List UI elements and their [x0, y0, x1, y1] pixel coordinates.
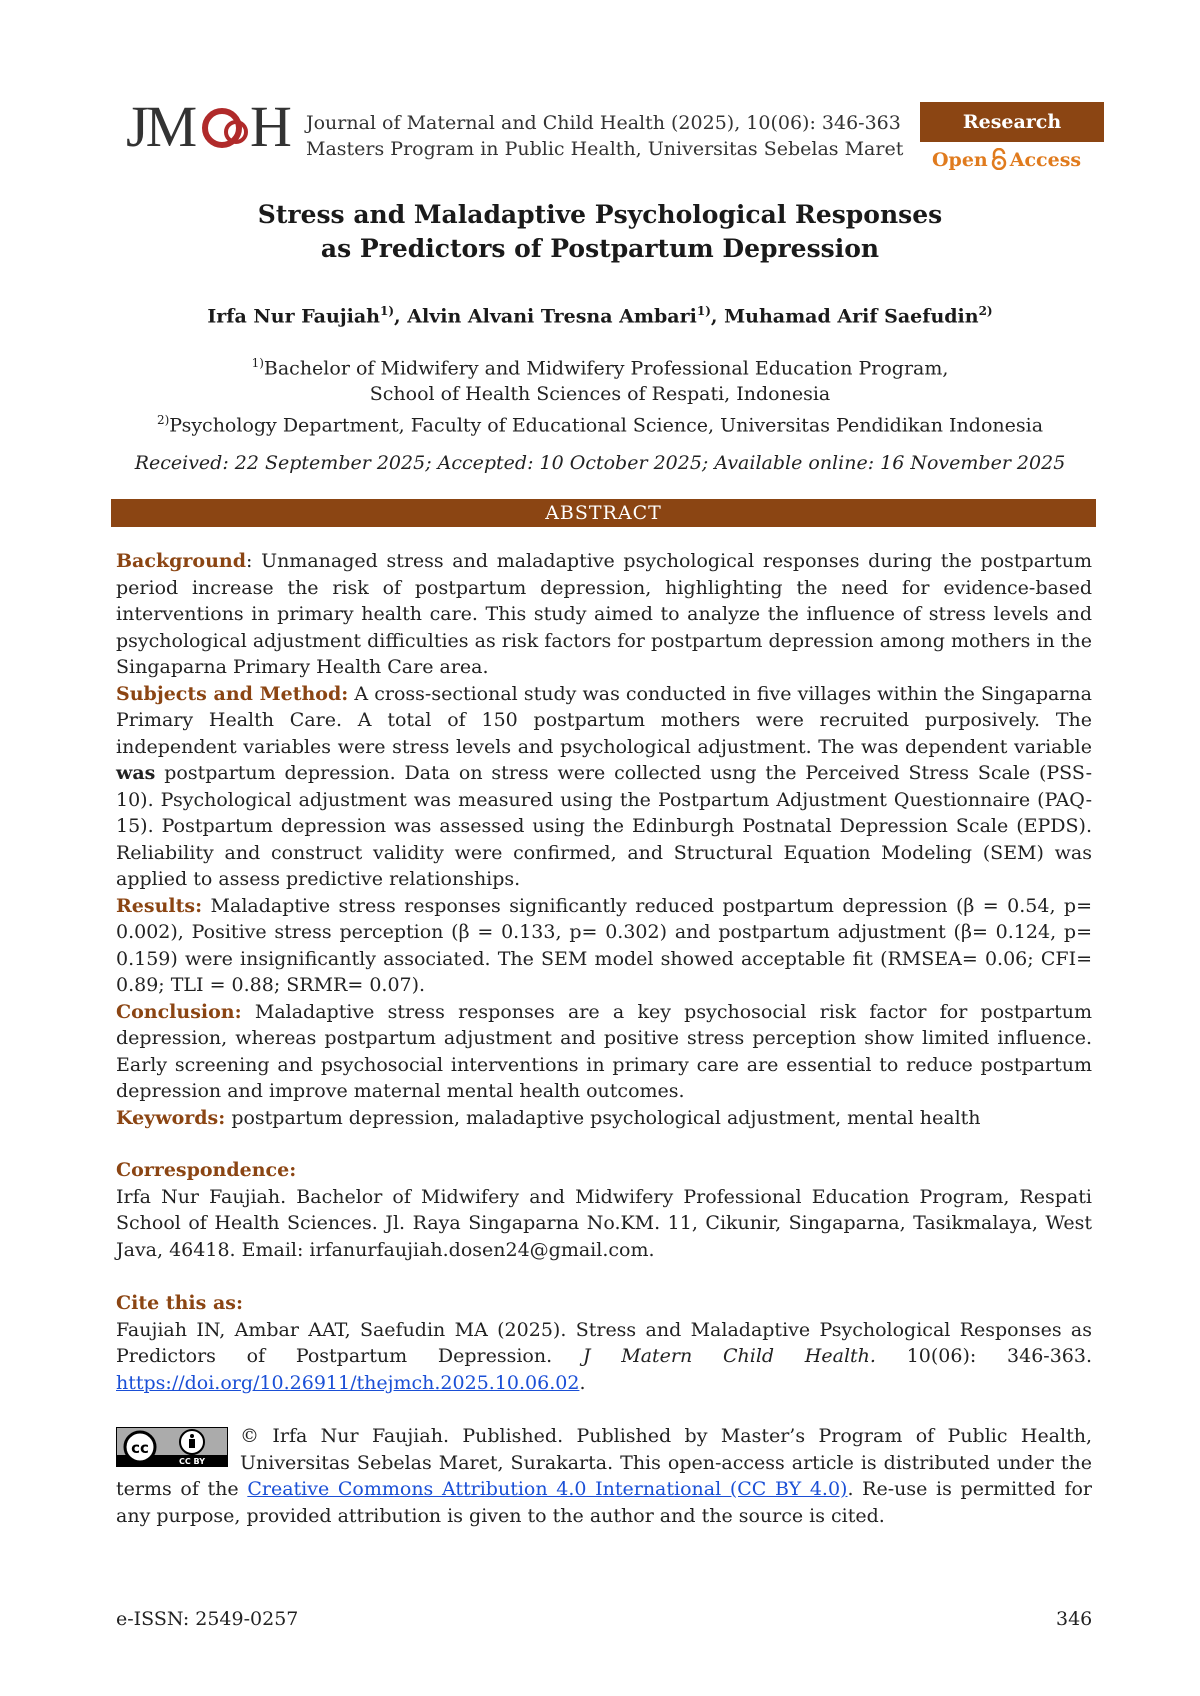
article-dates: Received: 22 September 2025; Accepted: 10 October 2025; Available online: 16 November 2025	[134, 452, 1066, 474]
author-2: Alvin Alvani Tresna Ambari	[407, 305, 697, 328]
method-bold-word: was	[116, 762, 156, 784]
title-line-2: as Predictors of Postpartum Depression	[320, 234, 880, 263]
research-badge: Research	[920, 102, 1104, 142]
abstract-method	[116, 681, 1092, 893]
cite-text-2: 10(06): 346-363.	[906, 1345, 1093, 1367]
citation-block	[116, 1290, 1092, 1396]
journal-logo	[126, 96, 298, 160]
journal-citation-line: Journal of Maternal and Child Health (2025), 10(06): 346-363	[306, 112, 901, 134]
open-access-open: Open	[932, 149, 988, 171]
method-text-1: A cross-sectional study was conducted in five villages within the Singaparna Primary Health Care. A total of 150 postpartum mothers were recruited purposively. The independent variables were stress levels and psychological adjustment. The was dependent variable	[116, 682, 1092, 758]
svg-text:H: H	[250, 96, 292, 159]
cite-journal: J Matern Child Health.	[582, 1345, 876, 1367]
abstract-conclusion	[116, 999, 1092, 1105]
author-3: Muhamad Arif Saefudin	[724, 305, 979, 328]
abstract-background: Background: Unmanaged stress and maladaptive psychological responses during the postpartum period increase the risk of postpartum depression, highlighting the need for evidence-based interventions in primary health care. This study aimed to analyze the influence of stress levels and psychological adjustment difficulties as risk factors for postpartum depression among mothers in the Singaparna Primary Health Care area.	[116, 550, 1092, 678]
results-label: Results:	[116, 894, 203, 917]
author-list: Irfa Nur Faujiah$^{1)}$, Alvin Alvani Tresna Ambari$^{1)}$, Muhamad Arif Saefudin$^{2)}$	[207, 304, 993, 328]
author-1-affiliation: 1)	[380, 304, 395, 318]
license-text-1: © Irfa Nur Faujiah. Published. Published by Master’s Program of Public Health, Universitas Sebelas Maret, Surakarta. This open-access article is distributed under the terms of the	[116, 1425, 1092, 1500]
affiliation-2	[120, 407, 1080, 438]
keywords-text: postpartum depression, maladaptive psychological adjustment, mental health	[231, 1107, 981, 1129]
abstract-heading: ABSTRACT	[111, 499, 1096, 527]
affiliation-1-line-1: Bachelor of Midwifery and Midwifery Professional Education Program,	[263, 357, 949, 380]
svg-text:JM: JM	[126, 96, 195, 159]
license-block	[116, 1423, 1092, 1529]
affiliation-1-marker: 1)	[251, 356, 264, 370]
open-access-lock-icon	[990, 148, 1008, 170]
doi-end: .	[579, 1371, 586, 1394]
open-access-label	[932, 146, 1102, 174]
correspondence-label: Correspondence:	[116, 1159, 297, 1181]
affiliation-2-line: Psychology Department, Faculty of Educational Science, Universitas Pendidikan Indonesia	[169, 414, 1044, 437]
affiliation-2-marker: 2)	[156, 413, 170, 428]
cc-by-license-icon	[116, 1427, 228, 1467]
open-access-access: Access	[1009, 149, 1082, 171]
keywords	[116, 1105, 1092, 1132]
affiliation-1	[120, 350, 1080, 381]
affiliations	[120, 350, 1080, 439]
page-number: 346	[1056, 1608, 1093, 1630]
doi-link[interactable]: https://doi.org/10.26911/thejmch.2025.10.06.02	[116, 1371, 580, 1394]
background-text: Unmanaged stress and maladaptive psychological responses during the postpartum period increase the risk of postpartum depression, highlighting the need for evidence-based interventions in primary health care. This study aimed to analyze the influence of stress levels and psychological adjustment difficulties as risk factors for postpartum depression among mothers in the Singaparna Primary Health Care area.	[116, 550, 1092, 678]
correspondence-text: Irfa Nur Faujiah. Bachelor of Midwifery and Midwifery Professional Education Program, Respati School of Health Sciences. Jl. Raya Singaparna No.KM. 11, Cikunir, Singaparna, Tasikmalaya, West Java, 46418. Email: irfanurfaujiah.dosen24@gmail.com.	[116, 1185, 1092, 1261]
background-label: Background	[116, 550, 246, 572]
abstract-results	[116, 893, 1092, 999]
author-1: Irfa Nur Faujiah	[207, 305, 380, 328]
affiliation-1-line-2: School of Health Sciences of Respati, Indonesia	[369, 383, 831, 406]
jmch-logo-icon	[126, 96, 298, 160]
article-title	[150, 198, 1050, 266]
author-3-affiliation: 2)	[978, 304, 993, 318]
results-text: Maladaptive stress responses significantly reduced postpartum depression (β = 0.54, p= 0.002), Positive stress perception (β = 0.133, p= 0.302) and postpartum adjustment (β= 0.124, p= 0.159) were insignificantly associated. The SEM model showed acceptable fit (RMSEA= 0.06; CFI= 0.89; TLI = 0.88; SRMR= 0.07).	[116, 894, 1092, 996]
conclusion-label: Conclusion:	[116, 1000, 242, 1023]
abstract-body	[116, 548, 1092, 1105]
cc-license-link[interactable]: Creative Commons Attribution 4.0 International (CC BY 4.0)	[247, 1478, 848, 1500]
license-text-2: . Re-use is permitted for any purpose, provided attribution is given to the author and the source is cited.	[116, 1478, 1093, 1527]
method-label: Subjects and Method:	[116, 682, 349, 705]
journal-publisher-line: Masters Program in Public Health, Universitas Sebelas Maret	[306, 138, 904, 160]
cite-label: Cite this as:	[116, 1292, 243, 1314]
author-2-affiliation: 1)	[696, 304, 711, 318]
cc-by-label: CC BY	[179, 1457, 205, 1466]
conclusion-text: Maladaptive stress responses are a key psychosocial risk factor for postpartum depression, whereas postpartum adjustment and positive stress perception show limited influence. Early screening and psychosocial interventions in primary care are essential to reduce postpartum depression and improve maternal mental health outcomes.	[116, 1000, 1092, 1102]
cite-text-1: Faujiah IN, Ambar AAT, Saefudin MA (2025). Stress and Maladaptive Psychological Responses as Predictors of Postpartum Depression.	[116, 1318, 1092, 1367]
method-text-2: postpartum depression. Data on stress were collected usng the Perceived Stress Scale (PSS-10). Psychological adjustment was measured using the Postpartum Adjustment Questionnaire (PAQ-15). Postpartum depression was assessed using the Edinburgh Postnatal Depression Scale (EPDS). Reliability and construct validity were confirmed, and Structural Equation Modeling (SEM) was applied to assess predictive relationships.	[116, 762, 1092, 890]
title-line-1: Stress and Maladaptive Psychological Responses	[257, 200, 943, 229]
keywords-label: Keywords:	[116, 1107, 226, 1129]
journal-info	[306, 110, 906, 162]
svg-text:cc: cc	[131, 1439, 149, 1457]
correspondence	[116, 1157, 1092, 1263]
footer-issn: e-ISSN: 2549-0257	[116, 1608, 299, 1630]
